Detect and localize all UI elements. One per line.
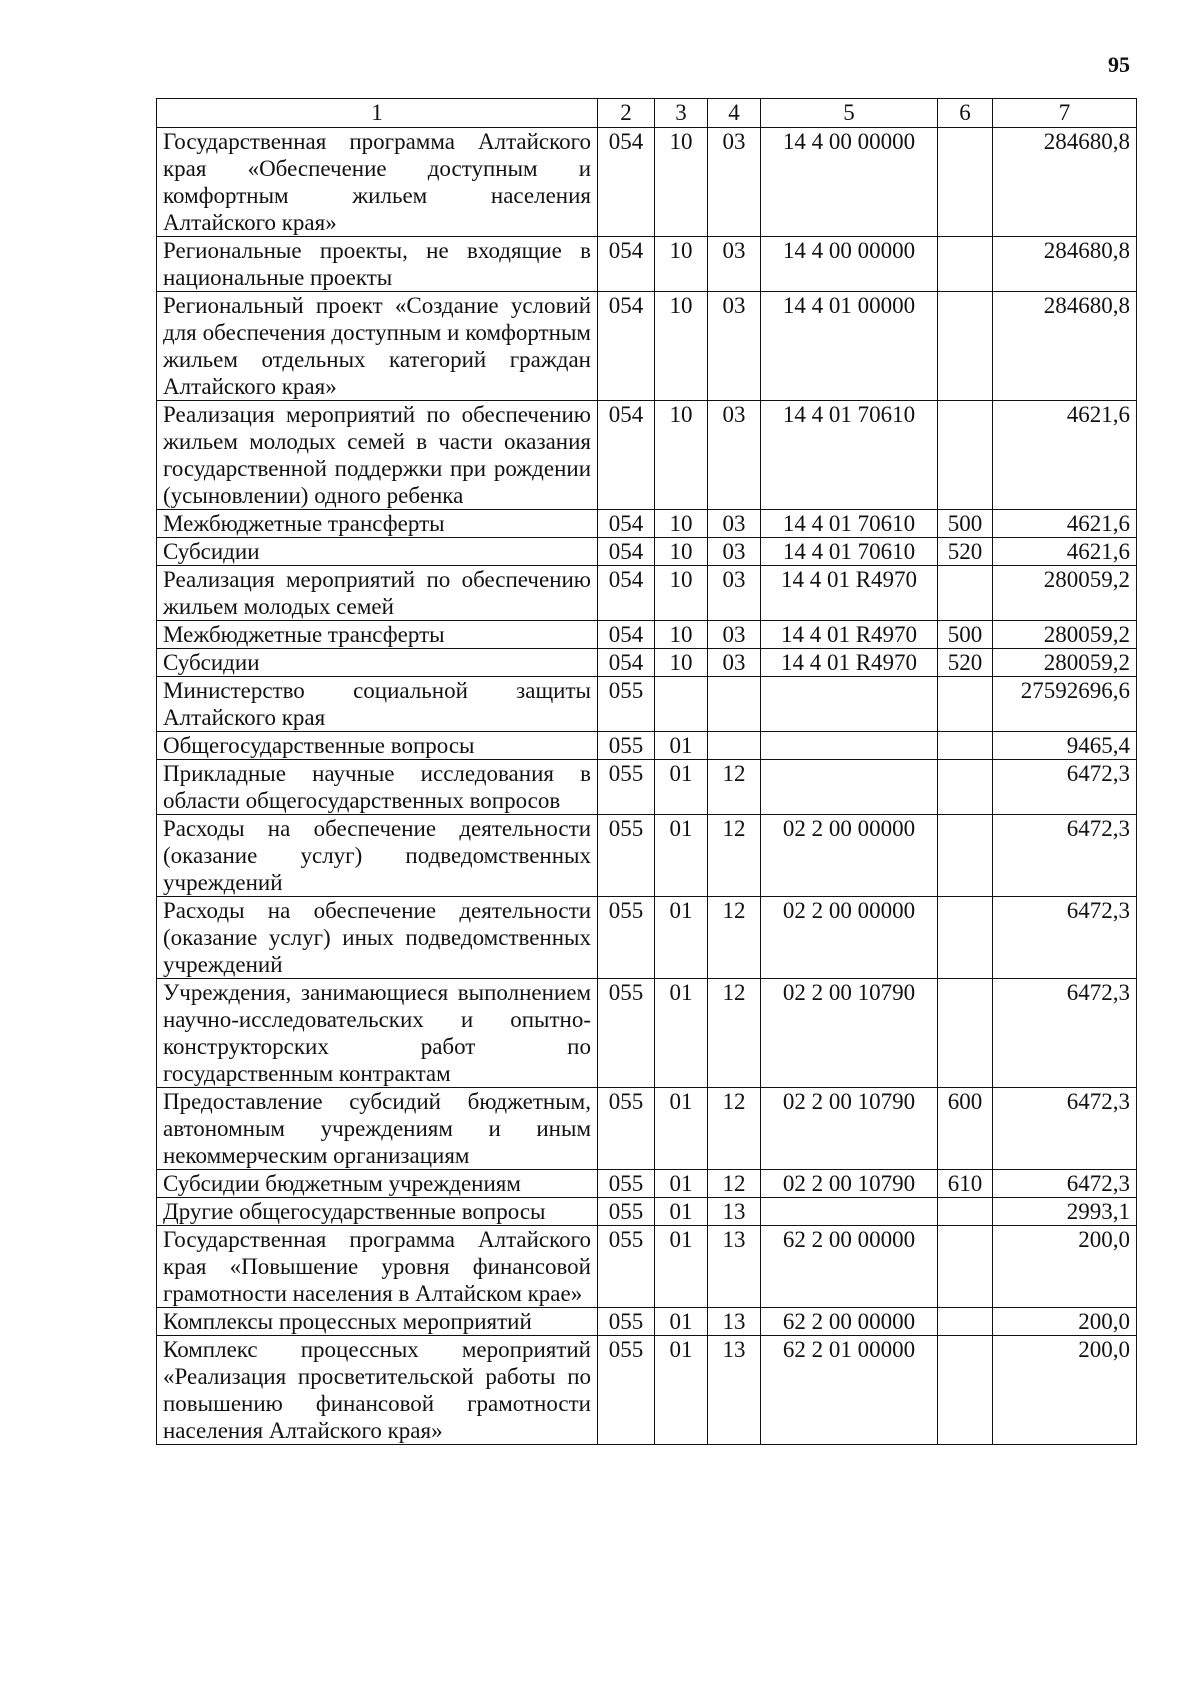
- row-subsection-cell: 13: [708, 1308, 761, 1336]
- row-subsection-cell: 12: [708, 1088, 761, 1170]
- row-expense-type-cell: [938, 815, 993, 897]
- row-grbs-cell: 054: [598, 649, 655, 677]
- header-col-5: 5: [761, 99, 938, 128]
- row-grbs-cell: 055: [598, 760, 655, 815]
- row-amount-cell: 6472,3: [993, 1088, 1137, 1170]
- row-name-cell: Субсидии: [157, 649, 598, 677]
- row-target-article-cell: 14 4 01 70610: [761, 401, 938, 510]
- row-target-article-cell: 02 2 00 10790: [761, 1170, 938, 1198]
- row-amount-cell: 6472,3: [993, 815, 1137, 897]
- row-subsection-cell: 12: [708, 897, 761, 979]
- header-col-1: 1: [157, 99, 598, 128]
- row-expense-type-cell: [938, 1198, 993, 1226]
- row-name-cell: Расходы на обеспечение деятельности (оказание услуг) иных подведомственных учреждений: [157, 897, 598, 979]
- row-target-article-cell: 02 2 00 00000: [761, 897, 938, 979]
- row-subsection-cell: 03: [708, 128, 761, 237]
- row-section-cell: 01: [655, 1308, 708, 1336]
- row-name-cell: Государственная программа Алтайского края «Повышение уровня финансовой грамотности населения в Алтайском крае»: [157, 1226, 598, 1308]
- row-grbs-cell: 055: [598, 732, 655, 760]
- row-expense-type-cell: 610: [938, 1170, 993, 1198]
- row-name-cell: Министерство социальной защиты Алтайского края: [157, 677, 598, 732]
- budget-table: [156, 98, 1137, 1445]
- table-row: [157, 677, 1137, 732]
- row-amount-cell: 9465,4: [993, 732, 1137, 760]
- table-row: [157, 979, 1137, 1088]
- row-subsection-cell: 13: [708, 1226, 761, 1308]
- row-section-cell: 01: [655, 1226, 708, 1308]
- row-expense-type-cell: 520: [938, 649, 993, 677]
- table-row: [157, 237, 1137, 292]
- row-subsection-cell: 03: [708, 538, 761, 566]
- row-amount-cell: 4621,6: [993, 510, 1137, 538]
- table-row: [157, 128, 1137, 237]
- row-amount-cell: 2993,1: [993, 1198, 1137, 1226]
- row-subsection-cell: [708, 677, 761, 732]
- page-number: 95: [1108, 52, 1130, 77]
- table-row: [157, 649, 1137, 677]
- row-expense-type-cell: [938, 760, 993, 815]
- row-section-cell: 10: [655, 566, 708, 621]
- table-row: [157, 292, 1137, 401]
- row-amount-cell: 200,0: [993, 1336, 1137, 1445]
- row-target-article-cell: 14 4 01 70610: [761, 538, 938, 566]
- row-target-article-cell: 62 2 00 00000: [761, 1308, 938, 1336]
- row-expense-type-cell: [938, 1226, 993, 1308]
- row-expense-type-cell: 500: [938, 621, 993, 649]
- row-subsection-cell: 13: [708, 1336, 761, 1445]
- row-name-cell: Комплекс процессных мероприятий «Реализация просветительской работы по повышению финансовой грамотности населения Алтайского края»: [157, 1336, 598, 1445]
- row-amount-cell: 6472,3: [993, 897, 1137, 979]
- row-section-cell: 10: [655, 510, 708, 538]
- row-grbs-cell: 055: [598, 1198, 655, 1226]
- table-row: [157, 732, 1137, 760]
- row-target-article-cell: 02 2 00 10790: [761, 1088, 938, 1170]
- row-grbs-cell: 054: [598, 538, 655, 566]
- row-amount-cell: 280059,2: [993, 621, 1137, 649]
- row-section-cell: 10: [655, 649, 708, 677]
- row-amount-cell: 284680,8: [993, 128, 1137, 237]
- header-col-2: 2: [598, 99, 655, 128]
- row-grbs-cell: 054: [598, 621, 655, 649]
- row-section-cell: 01: [655, 1170, 708, 1198]
- row-grbs-cell: 055: [598, 1336, 655, 1445]
- row-subsection-cell: 03: [708, 510, 761, 538]
- row-amount-cell: 4621,6: [993, 538, 1137, 566]
- row-amount-cell: 6472,3: [993, 979, 1137, 1088]
- row-amount-cell: 6472,3: [993, 760, 1137, 815]
- row-subsection-cell: 03: [708, 401, 761, 510]
- row-target-article-cell: 62 2 01 00000: [761, 1336, 938, 1445]
- row-section-cell: 01: [655, 979, 708, 1088]
- table-row: [157, 1308, 1137, 1336]
- row-section-cell: 01: [655, 760, 708, 815]
- row-expense-type-cell: [938, 566, 993, 621]
- row-subsection-cell: 12: [708, 815, 761, 897]
- row-name-cell: Межбюджетные трансферты: [157, 510, 598, 538]
- row-target-article-cell: 14 4 01 R4970: [761, 621, 938, 649]
- row-name-cell: Предоставление субсидий бюджетным, автономным учреждениям и иным некоммерческим организациям: [157, 1088, 598, 1170]
- row-grbs-cell: 054: [598, 237, 655, 292]
- row-section-cell: 01: [655, 1336, 708, 1445]
- header-col-3: 3: [655, 99, 708, 128]
- row-name-cell: Другие общегосударственные вопросы: [157, 1198, 598, 1226]
- row-expense-type-cell: [938, 979, 993, 1088]
- row-name-cell: Реализация мероприятий по обеспечению жильем молодых семей в части оказания государственной поддержки при рождении (усыновлении) одного ребенка: [157, 401, 598, 510]
- row-subsection-cell: [708, 732, 761, 760]
- row-target-article-cell: 02 2 00 10790: [761, 979, 938, 1088]
- row-subsection-cell: 13: [708, 1198, 761, 1226]
- row-name-cell: Общегосударственные вопросы: [157, 732, 598, 760]
- table-row: [157, 815, 1137, 897]
- row-section-cell: 10: [655, 128, 708, 237]
- row-target-article-cell: 14 4 01 R4970: [761, 649, 938, 677]
- header-col-4: 4: [708, 99, 761, 128]
- row-grbs-cell: 055: [598, 677, 655, 732]
- row-expense-type-cell: [938, 128, 993, 237]
- row-target-article-cell: 14 4 01 70610: [761, 510, 938, 538]
- row-expense-type-cell: 600: [938, 1088, 993, 1170]
- table-row: [157, 1336, 1137, 1445]
- row-section-cell: 10: [655, 621, 708, 649]
- row-target-article-cell: [761, 760, 938, 815]
- row-target-article-cell: 62 2 00 00000: [761, 1226, 938, 1308]
- row-target-article-cell: 14 4 01 R4970: [761, 566, 938, 621]
- row-expense-type-cell: 520: [938, 538, 993, 566]
- row-section-cell: 01: [655, 1198, 708, 1226]
- row-section-cell: 01: [655, 732, 708, 760]
- row-target-article-cell: 14 4 01 00000: [761, 292, 938, 401]
- row-section-cell: 01: [655, 1088, 708, 1170]
- row-section-cell: 10: [655, 401, 708, 510]
- row-subsection-cell: 12: [708, 979, 761, 1088]
- row-subsection-cell: 03: [708, 649, 761, 677]
- row-target-article-cell: 14 4 00 00000: [761, 237, 938, 292]
- row-name-cell: Региональный проект «Создание условий для обеспечения доступным и комфортным жильем отдельных категорий граждан Алтайского края»: [157, 292, 598, 401]
- row-expense-type-cell: [938, 677, 993, 732]
- row-name-cell: Реализация мероприятий по обеспечению жильем молодых семей: [157, 566, 598, 621]
- row-target-article-cell: 14 4 00 00000: [761, 128, 938, 237]
- table-row: [157, 566, 1137, 621]
- row-grbs-cell: 054: [598, 510, 655, 538]
- row-section-cell: 01: [655, 815, 708, 897]
- row-expense-type-cell: [938, 897, 993, 979]
- header-row: [157, 99, 1137, 128]
- row-target-article-cell: [761, 1198, 938, 1226]
- row-name-cell: Комплексы процессных мероприятий: [157, 1308, 598, 1336]
- row-amount-cell: 284680,8: [993, 292, 1137, 401]
- header-col-7: 7: [993, 99, 1137, 128]
- row-target-article-cell: 02 2 00 00000: [761, 815, 938, 897]
- row-name-cell: Прикладные научные исследования в области общегосударственных вопросов: [157, 760, 598, 815]
- row-amount-cell: 6472,3: [993, 1170, 1137, 1198]
- row-amount-cell: 284680,8: [993, 237, 1137, 292]
- row-target-article-cell: [761, 677, 938, 732]
- row-amount-cell: 200,0: [993, 1226, 1137, 1308]
- row-grbs-cell: 055: [598, 897, 655, 979]
- row-name-cell: Субсидии бюджетным учреждениям: [157, 1170, 598, 1198]
- row-grbs-cell: 054: [598, 128, 655, 237]
- row-grbs-cell: 055: [598, 1308, 655, 1336]
- row-name-cell: Расходы на обеспечение деятельности (оказание услуг) подведомственных учреждений: [157, 815, 598, 897]
- table-row: [157, 897, 1137, 979]
- row-subsection-cell: 12: [708, 760, 761, 815]
- row-expense-type-cell: [938, 401, 993, 510]
- row-grbs-cell: 055: [598, 815, 655, 897]
- row-subsection-cell: 03: [708, 292, 761, 401]
- row-name-cell: Субсидии: [157, 538, 598, 566]
- row-expense-type-cell: [938, 732, 993, 760]
- table-row: [157, 1226, 1137, 1308]
- row-name-cell: Учреждения, занимающиеся выполнением научно-исследовательских и опытно-конструкторских работ по государственным контрактам: [157, 979, 598, 1088]
- row-subsection-cell: 03: [708, 237, 761, 292]
- row-target-article-cell: [761, 732, 938, 760]
- row-grbs-cell: 055: [598, 1170, 655, 1198]
- row-amount-cell: 27592696,6: [993, 677, 1137, 732]
- row-subsection-cell: 03: [708, 621, 761, 649]
- row-section-cell: [655, 677, 708, 732]
- row-expense-type-cell: [938, 1308, 993, 1336]
- row-section-cell: 01: [655, 897, 708, 979]
- table-row: [157, 401, 1137, 510]
- row-section-cell: 10: [655, 292, 708, 401]
- row-name-cell: Региональные проекты, не входящие в национальные проекты: [157, 237, 598, 292]
- table-row: [157, 1088, 1137, 1170]
- header-col-6: 6: [938, 99, 993, 128]
- row-section-cell: 10: [655, 538, 708, 566]
- row-name-cell: Государственная программа Алтайского края «Обеспечение доступным и комфортным жильем населения Алтайского края»: [157, 128, 598, 237]
- row-grbs-cell: 055: [598, 1226, 655, 1308]
- row-name-cell: Межбюджетные трансферты: [157, 621, 598, 649]
- row-amount-cell: 4621,6: [993, 401, 1137, 510]
- table-row: [157, 538, 1137, 566]
- row-grbs-cell: 055: [598, 979, 655, 1088]
- row-expense-type-cell: [938, 237, 993, 292]
- row-subsection-cell: 12: [708, 1170, 761, 1198]
- row-subsection-cell: 03: [708, 566, 761, 621]
- table-row: [157, 510, 1137, 538]
- row-expense-type-cell: [938, 1336, 993, 1445]
- row-grbs-cell: 054: [598, 566, 655, 621]
- row-amount-cell: 280059,2: [993, 566, 1137, 621]
- table-body: [157, 128, 1137, 1445]
- row-grbs-cell: 054: [598, 401, 655, 510]
- table-row: [157, 1170, 1137, 1198]
- row-amount-cell: 200,0: [993, 1308, 1137, 1336]
- table-row: [157, 621, 1137, 649]
- row-amount-cell: 280059,2: [993, 649, 1137, 677]
- row-grbs-cell: 055: [598, 1088, 655, 1170]
- row-expense-type-cell: [938, 292, 993, 401]
- table-row: [157, 1198, 1137, 1226]
- row-expense-type-cell: 500: [938, 510, 993, 538]
- table-row: [157, 760, 1137, 815]
- row-section-cell: 10: [655, 237, 708, 292]
- row-grbs-cell: 054: [598, 292, 655, 401]
